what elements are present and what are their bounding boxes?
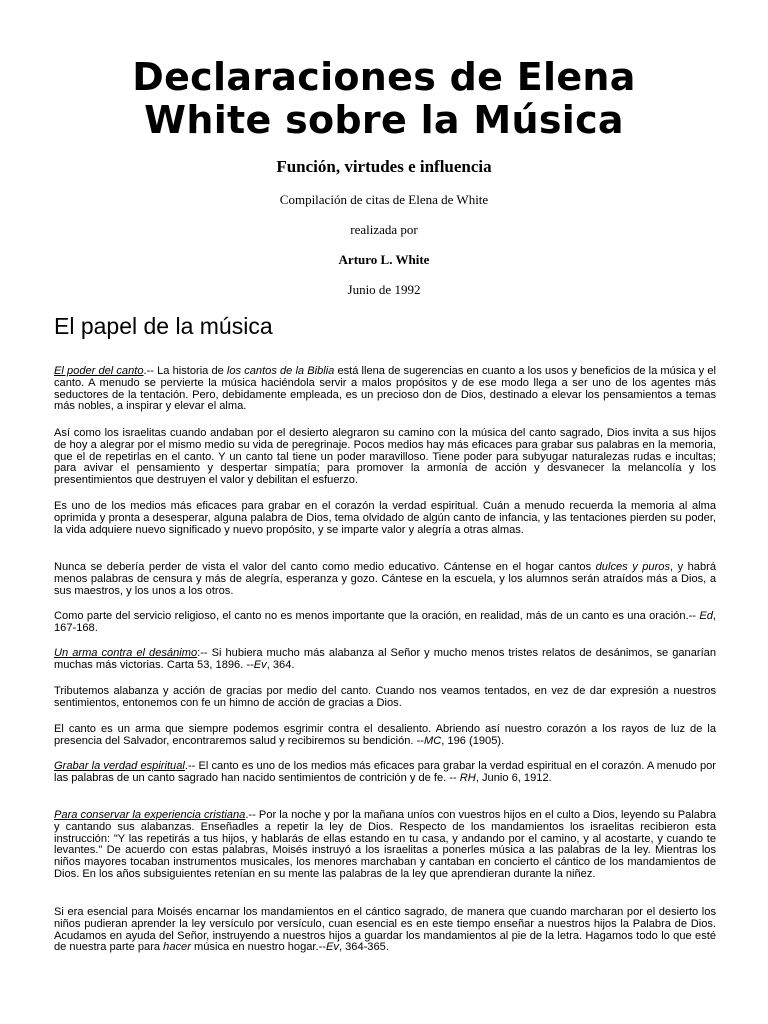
paragraph-text: Como parte del servicio religioso, el canto no es menos importante que la oración, en realidad, más de un canto es una oración.-- [54, 610, 700, 622]
citation-pages: , 196 (1905). [441, 734, 505, 747]
citation-pages: , Junio 6, 1912. [475, 771, 552, 784]
paragraph-text: Si era esencial para Moisés encarnar los mandamientos en el cántico sagrado, de manera que cuando marcharan por el desierto los niños pudieran aprender la ley versículo por versículo, cuan esencial es en este tiempo enseñar a nuestros hijos la Palabra de Dios. Acudamos en ayuda del Señor, instruyendo a nuestros hijos a guardar los mandamientos al pie de la letra. Hagamos todo lo que esté de nuestra parte para [54, 906, 716, 954]
citation-pages: , 364-365. [338, 941, 389, 954]
paragraph-emphasis: hacer [163, 941, 191, 954]
paragraph-text: El canto es un arma que siempre podemos esgrimir contra el desaliento. Abriendo así nuestro corazón a los rayos de luz de la presencia del Salvador, encontraremos salud y recibiremos su bendición. -- [54, 723, 716, 747]
paragraph-lead: El poder del canto [54, 365, 144, 377]
compilation-note: Compilación de citas de Elena de White [279, 192, 489, 207]
paragraph-text: está llena de sugerencias en cuanto a los usos y beneficios de la música y el canto. A menudo se pervierte la música haciéndola servir a malos propósitos y de ese modo llega a ser uno de los agentes más seductores de la tentación. Pero, debidamente empleada, es un precioso don de Dios, destinado a elevar los pensamientos a temas más nobles, a inspirar y elevar el alma. [54, 365, 716, 413]
paragraph-emphasis: los cantos de la Biblia [226, 365, 335, 377]
byline: realizada por [350, 222, 418, 237]
citation-pages: , 167-168. [54, 610, 716, 634]
paragraph-lead: Grabar la verdad espiritual [54, 760, 185, 772]
paragraph-text: .-- El canto es uno de los medios más eficaces para grabar la verdad espiritual en el corazón. A menudo por las palabras de un canto sagrado han nacido sentimientos de contrición y de fe. -- [54, 760, 717, 784]
paragraph-medios-eficaces: Es uno de los medios más eficaces para grabar en el corazón la verdad espiritual. Cuán a menudo recuerda la memoria al alma oprimida y pronta a desesperar, alguna palabra de Dios, tema olvidado de algún canto de infancia, y las tentaciones pierden su poder, la vida adquiere nuevo significado y nuevo propósito, y se imparte valor y alegría a otras almas. [54, 500, 716, 536]
paragraph-poder-del-canto [54, 366, 716, 413]
paragraph-servicio-religioso [54, 611, 716, 635]
citation-source: RH [459, 771, 476, 784]
paragraph-lead: Para conservar la experiencia cristiana [54, 809, 246, 821]
paragraph-moises [54, 907, 716, 954]
paragraph-text: Nunca se debería perder de vista el valor del canto como medio educativo. Cántense en el hogar cantos [54, 561, 596, 573]
paragraph-israelitas: Así como los israelitas cuando andaban por el desierto alegraron su camino con la música del canto sagrado, Dios invita a sus hijos de hoy a alegrar por el mismo medio su vida de peregrinaje. Pocos medios hay más eficaces para grabar sus palabras en la memoria, que el de repetirlas en el canto. Y un canto tal tiene un poder maravilloso. Tiene poder para subyugar naturalezas rudas e incultas; para avivar el pensamiento y despertar simpatía; para promover la armonía de acción y desvanecer la melancolía y los presentimientos que destruyen el valor y debilitan el esfuerzo. [54, 427, 716, 487]
paragraph-lead: Un arma contra el desánimo [54, 647, 198, 659]
citation-pages: , 364. [266, 658, 295, 671]
author-name: Arturo L. White [338, 252, 430, 267]
paragraph-emphasis: dulces y puros [595, 561, 670, 573]
citation-source: Ed [699, 610, 713, 622]
paragraph-text: , y habrá menos palabras de censura y más de alegría, esperanza y gozo. Cántese en la escuela, y los alumnos serán atraídos más a Dios, a sus maestros, y los unos a los otros. [54, 561, 716, 597]
paragraph-arma-desanimo [54, 648, 716, 672]
paragraph-text: .-- Por la noche y por la mañana uníos con vuestros hijos en el culto a Dios, leyendo su Palabra y cantando sus alabanzas. Enseñadles a repetir la ley de Dios. Respecto de los mandamientos los israelitas recibieron esta instrucción: "Y las repetirás a tus hijos, y hablarás de ellas estando en tu casa, y andando por el camino, y al acostarte, y cuando te levantes." De acuerdo con estas palabras, Moisés instruyó a los israelitas a ponerles música a las palabras de la ley. Mientras los niños mayores tocaban instrumentos musicales, los menores marchaban y cantaban en concierto el cántico de los mandamientos de Dios. En los años subsiguientes retenían en su mente las palabras de la ley que aprendieran durante la niñez. [54, 809, 716, 880]
paragraph-verdad-espiritual [54, 761, 716, 785]
paragraph-arma-desaliento [54, 724, 716, 748]
document-subtitle: Función, virtudes e influencia [276, 157, 492, 176]
section-heading: El papel de la música [54, 313, 273, 339]
paragraph-text: .-- La historia de [143, 365, 227, 377]
document-title [54, 56, 714, 142]
citation-source: Ev [325, 941, 339, 954]
paragraph-text: música en nuestro hogar.-- [190, 941, 326, 954]
citation-source: MC [423, 734, 442, 747]
paragraph-text: :-- Si hubiera mucho más alabanza al Señor y mucho menos tristes relatos de desánimos, se ganarían muchas más victorias. Carta 53, 1896. -- [54, 647, 716, 671]
paragraph-alabanza: Tributemos alabanza y acción de gracias por medio del canto. Cuando nos veamos tentados, en vez de dar expresión a nuestros sentimientos, entonemos con fe un himno de acción de gracias a Dios. [54, 685, 716, 709]
document-title-line-1: Declaraciones de Elena [132, 55, 636, 99]
publication-date: Junio de 1992 [347, 282, 421, 297]
paragraph-valor-educativo [54, 562, 716, 597]
paragraph-experiencia-cristiana [54, 810, 716, 881]
document-title-line-2: White sobre la Música [144, 98, 624, 142]
citation-source: Ev [253, 658, 267, 671]
